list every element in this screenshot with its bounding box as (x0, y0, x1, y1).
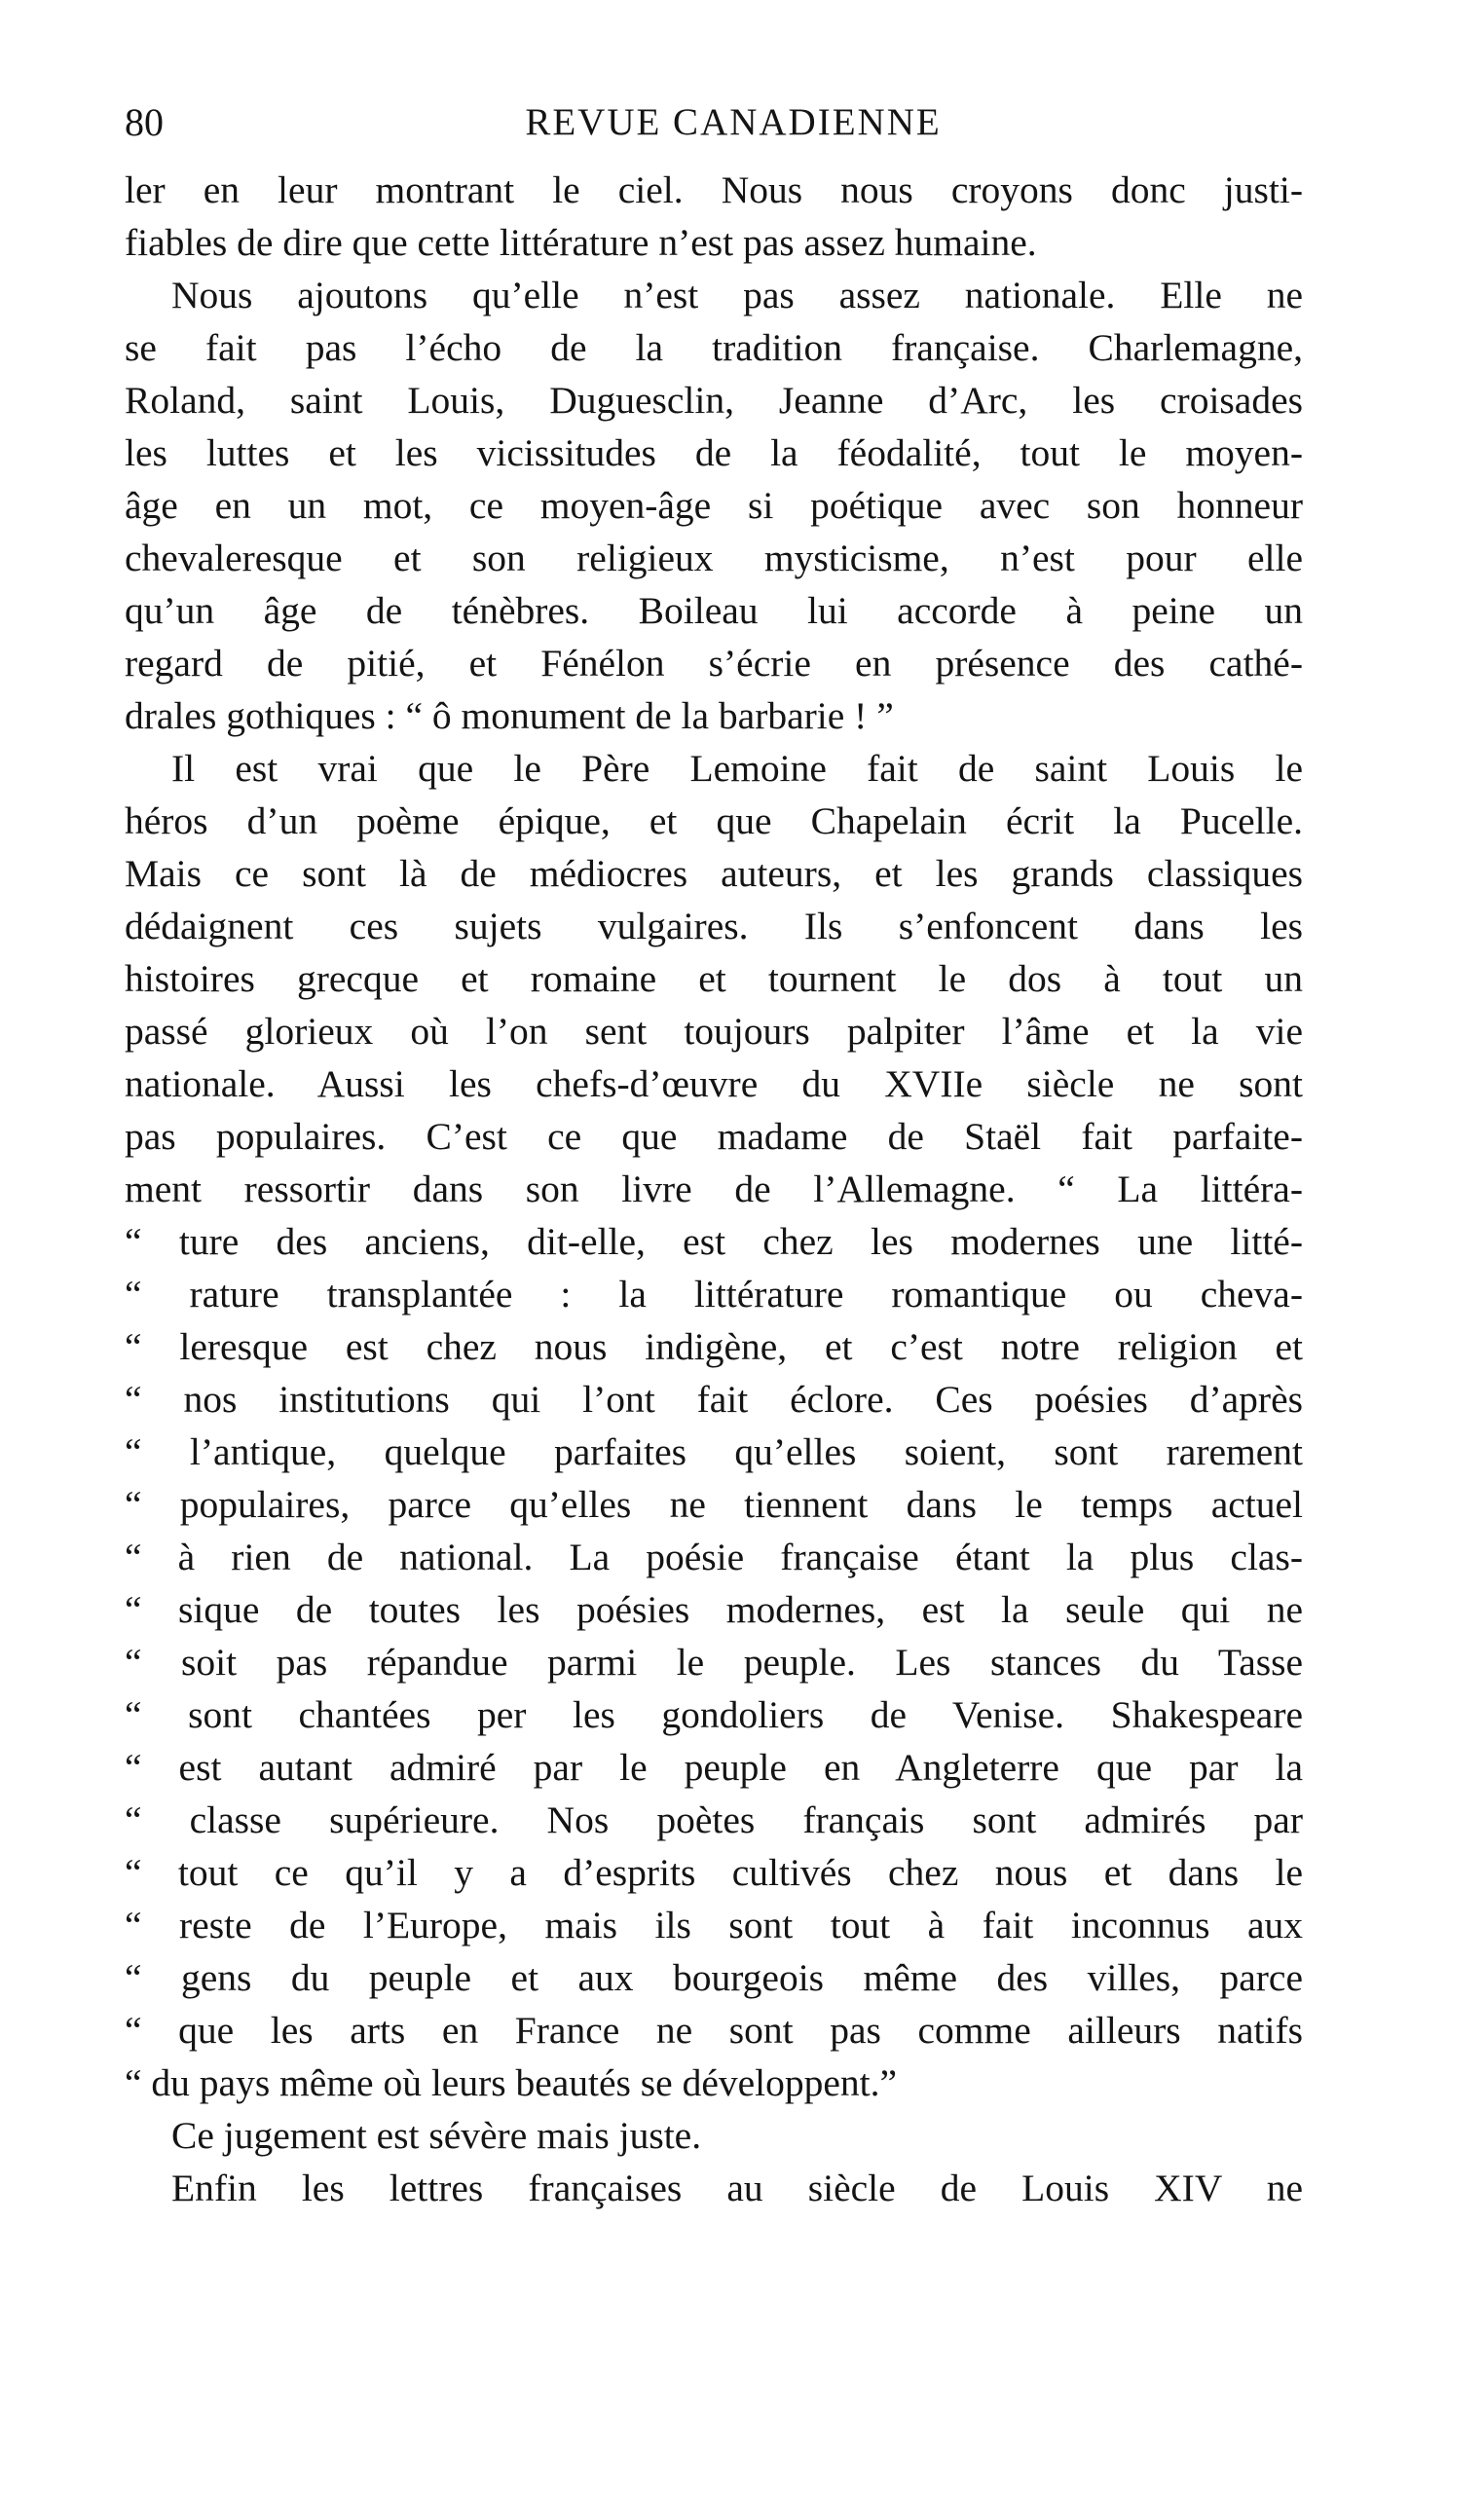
page-header (125, 93, 1303, 152)
text-line: dédaignent ces sujets vulgaires. Ils s’enfoncent dans les (125, 905, 1303, 947)
text-line: Il est vrai que le Père Lemoine fait de saint Louis le (171, 747, 1303, 790)
text-line: “ ture des anciens, dit-elle, est chez les modernes une litté- (125, 1220, 1303, 1263)
text-line: “ nos institutions qui l’ont fait éclore. Ces poésies d’après (125, 1378, 1303, 1421)
text-line: “ sont chantées per les gondoliers de Venise. Shakespeare (125, 1693, 1303, 1736)
text-line: fiables de dire que cette littérature n’est pas assez humaine. (125, 221, 1037, 264)
text-line: nationale. Aussi les chefs-d’œuvre du XVIIe siècle ne sont (125, 1062, 1303, 1105)
text-line: “ est autant admiré par le peuple en Angleterre que par la (125, 1746, 1303, 1789)
text-line: Enfin les lettres françaises au siècle de Louis XIV ne (171, 2167, 1303, 2209)
text-line: “ classe supérieure. Nos poètes français sont admirés par (125, 1798, 1303, 1841)
page-number: 80 (125, 100, 164, 144)
text-line: “ rature transplantée : la littérature romantique ou cheva- (125, 1273, 1303, 1316)
running-title: REVUE CANADIENNE (525, 101, 942, 143)
text-line: ler en leur montrant le ciel. Nous nous croyons donc justi- (125, 168, 1303, 211)
text-line: “ que les arts en France ne sont pas comme ailleurs natifs (125, 2009, 1303, 2052)
text-line: histoires grecque et romaine et tournent le dos à tout un (125, 957, 1303, 1000)
text-line: pas populaires. C’est ce que madame de Staël fait parfaite- (125, 1115, 1303, 1158)
text-line: “ à rien de national. La poésie française étant la plus clas- (125, 1536, 1303, 1578)
text-line: regard de pitié, et Fénélon s’écrie en présence des cathé- (125, 642, 1303, 685)
text-line: “ reste de l’Europe, mais ils sont tout à fait inconnus aux (125, 1904, 1303, 1946)
text-line: passé glorieux où l’on sent toujours palpiter l’âme et la vie (125, 1010, 1303, 1053)
text-line: Nous ajoutons qu’elle n’est pas assez nationale. Elle ne (171, 274, 1303, 316)
text-line: Ce jugement est sévère mais juste. (171, 2114, 702, 2157)
text-line: âge en un mot, ce moyen-âge si poétique avec son honneur (125, 484, 1303, 527)
text-line: héros d’un poème épique, et que Chapelain écrit la Pucelle. (125, 799, 1303, 842)
text-line: chevaleresque et son religieux mysticisme, n’est pour elle (125, 537, 1303, 579)
text-line: “ soit pas répandue parmi le peuple. Les stances du Tasse (125, 1641, 1303, 1684)
text-line: drales gothiques : “ ô monument de la barbarie ! ” (125, 694, 894, 737)
body-text (125, 164, 1303, 2214)
text-line: Mais ce sont là de médiocres auteurs, et les grands classiques (125, 852, 1303, 895)
text-line: “ l’antique, quelque parfaites qu’elles soient, sont rarement (125, 1430, 1303, 1473)
text-line: “ sique de toutes les poésies modernes, est la seule qui ne (125, 1588, 1303, 1631)
text-line: qu’un âge de ténèbres. Boileau lui accorde à peine un (125, 589, 1303, 632)
text-line: Roland, saint Louis, Duguesclin, Jeanne d’Arc, les croisades (125, 379, 1303, 422)
text-line: “ du pays même où leurs beautés se développent.” (125, 2061, 898, 2104)
text-line: les luttes et les vicissitudes de la féodalité, tout le moyen- (125, 431, 1303, 474)
text-line: se fait pas l’écho de la tradition française. Charlemagne, (125, 326, 1303, 369)
text-line: “ leresque est chez nous indigène, et c’est notre religion et (125, 1325, 1303, 1368)
text-line: “ gens du peuple et aux bourgeois même des villes, parce (125, 1956, 1303, 1999)
text-line: “ tout ce qu’il y a d’esprits cultivés chez nous et dans le (125, 1851, 1303, 1894)
text-line: ment ressortir dans son livre de l’Allemagne. “ La littéra- (125, 1167, 1303, 1210)
text-line: “ populaires, parce qu’elles ne tiennent dans le temps actuel (125, 1483, 1303, 1526)
